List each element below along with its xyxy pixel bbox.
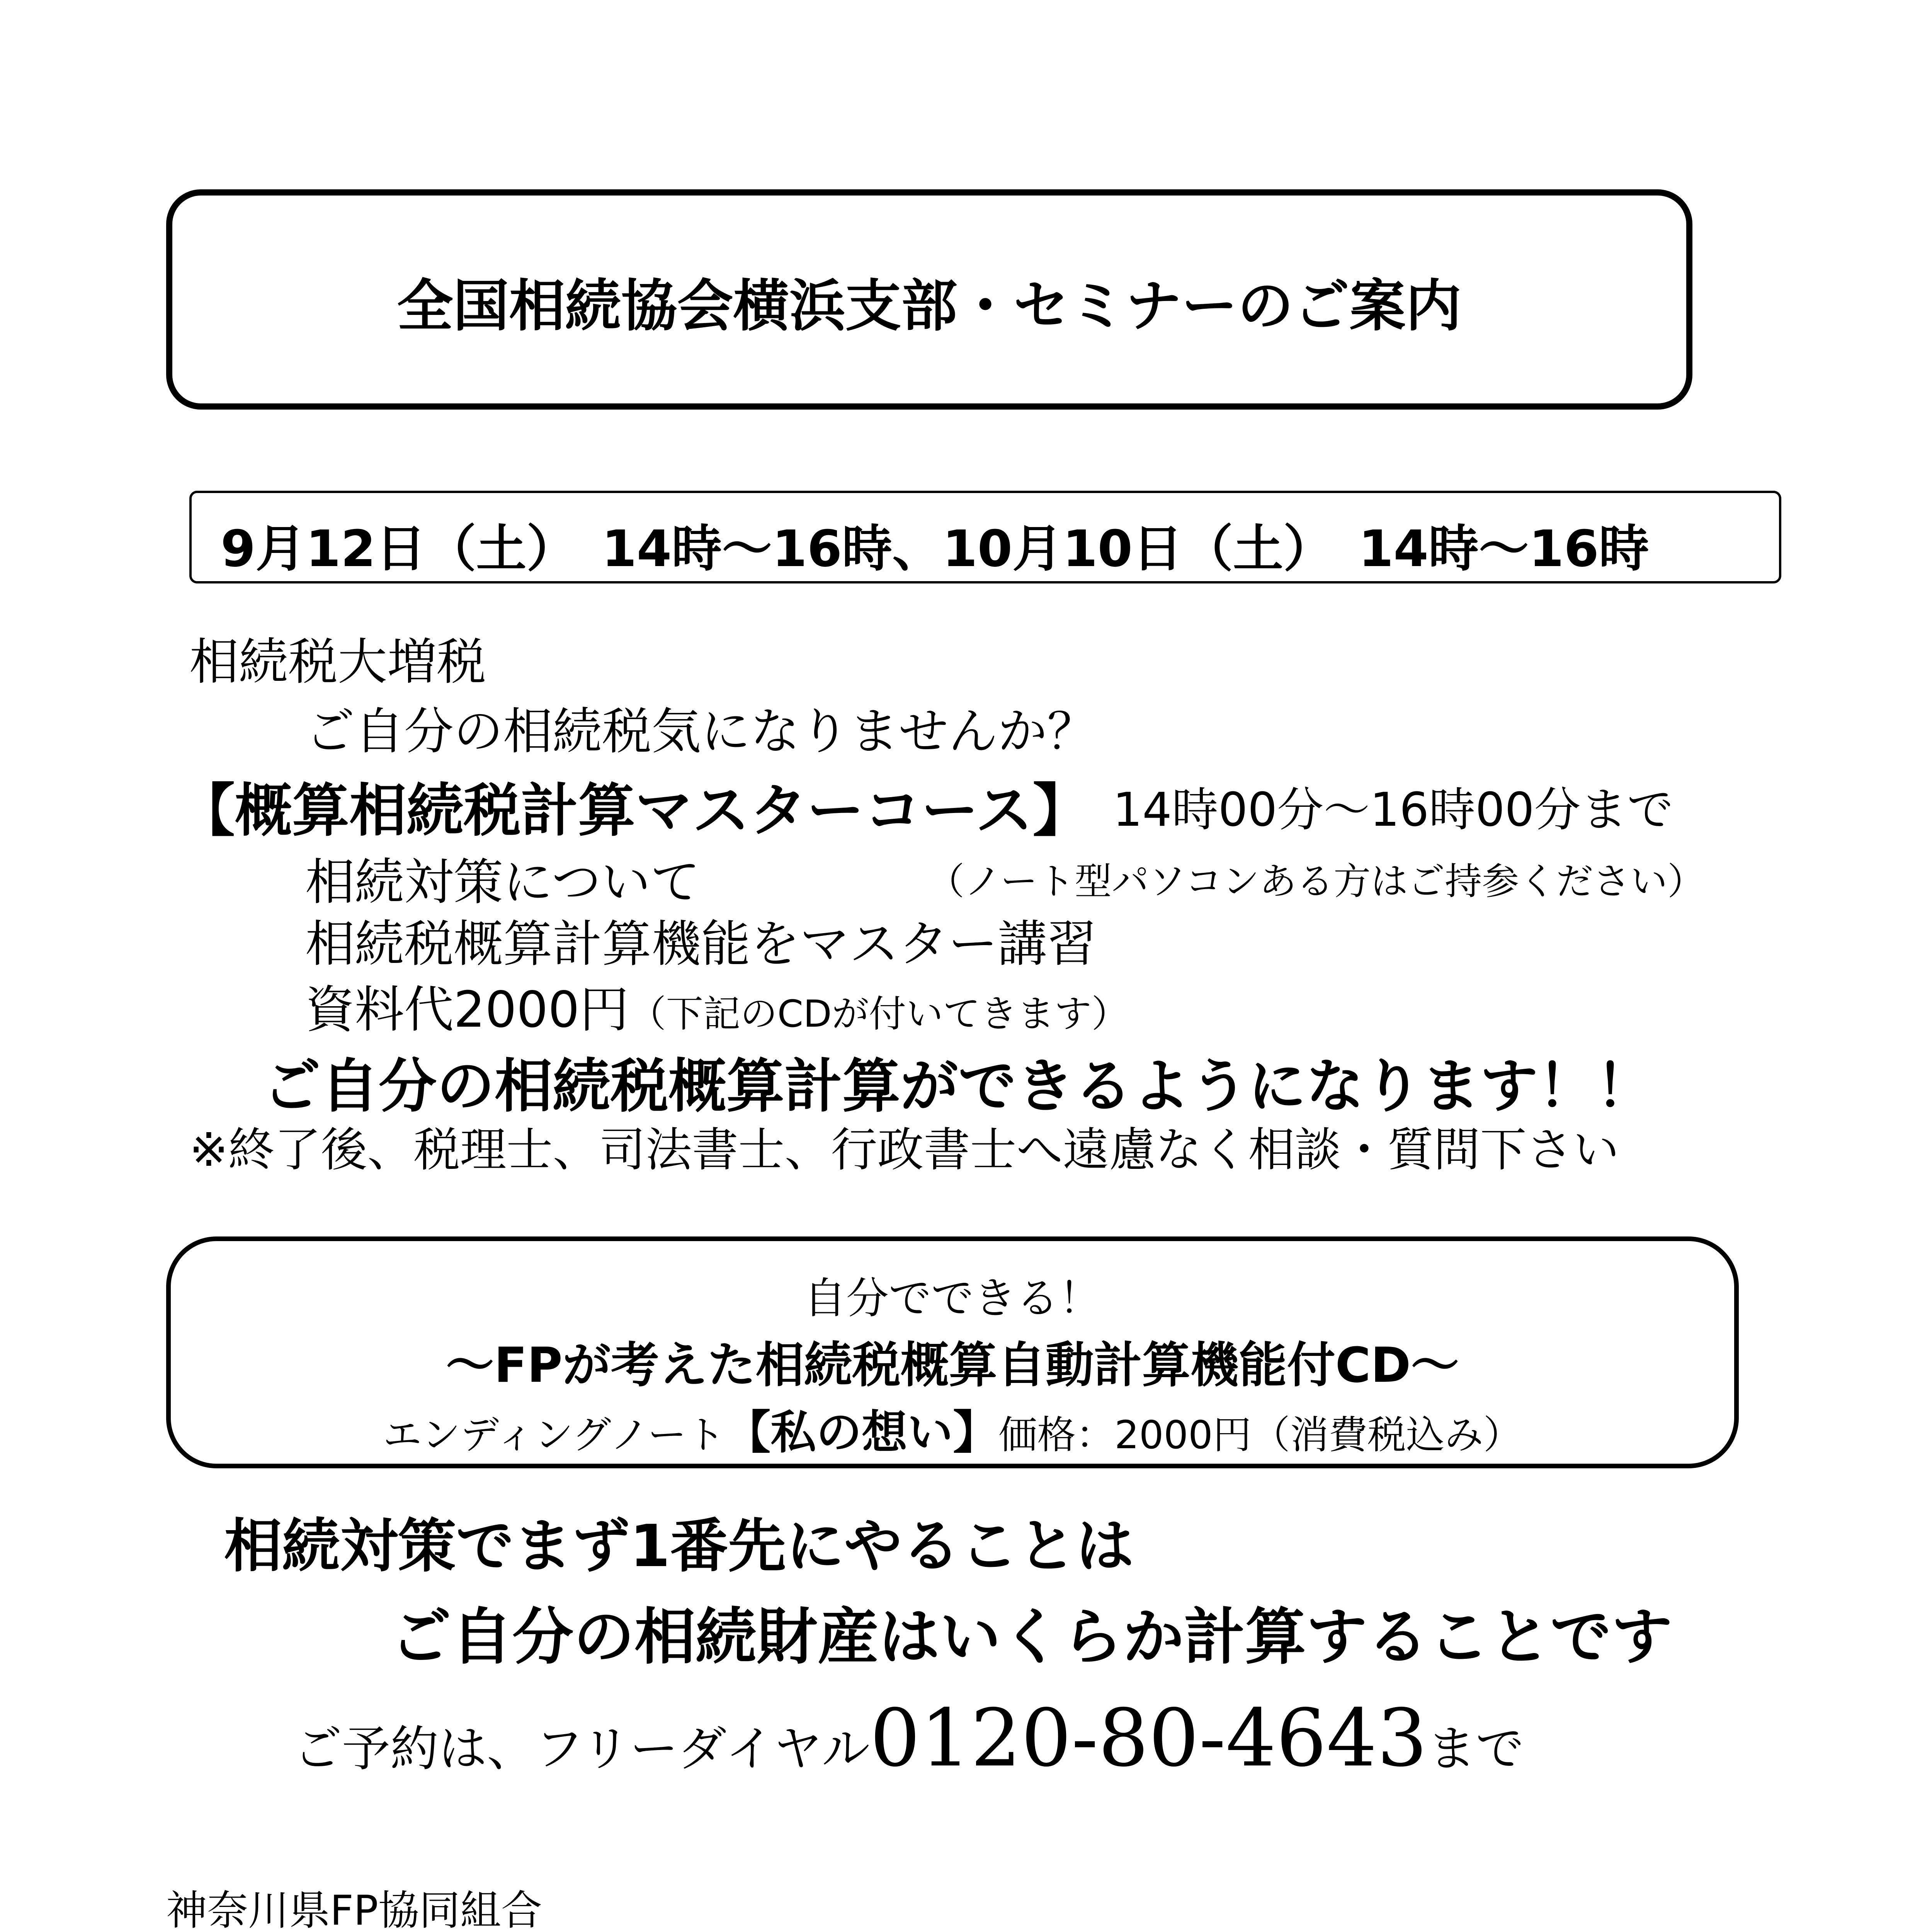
- course-item1: 相続対策について: [305, 854, 700, 911]
- cd-line2: ～FPが考えた相続税概算自動計算機能付CD～: [446, 1337, 1459, 1393]
- cd-line3: エンディングノート【私の想い】価格：2000円（消費税込み）: [383, 1406, 1522, 1459]
- course-time: 14時00分～16時00分まで: [1113, 783, 1673, 837]
- intro-line1: 相続税大増税: [189, 633, 486, 691]
- reservation-number: 0120-80-4643: [870, 1692, 1428, 1784]
- cd-box: [166, 1236, 1739, 1468]
- venue-line1: 神奈川県FP協同組合: [166, 1887, 542, 1932]
- course-note: ※終了後、税理士、司法書士、行政書士へ遠慮なく相談・質問下さい: [189, 1123, 1619, 1177]
- message-line1: 相続対策でまず1番先にやることは: [224, 1513, 1134, 1580]
- course-item1-note: （ノート型パソコンある方はご持参ください）: [927, 860, 1705, 903]
- intro-line2: ご自分の相続税気になりませんか？: [305, 703, 1097, 760]
- schedule-text: 9月12日（土） 14時～16時、10月10日（土） 14時～16時: [221, 519, 1649, 578]
- page-title: 全国相続協会横浜支部・セミナーのご案内: [397, 274, 1462, 339]
- message-line2: ご自分の相続財産はいくらか計算することです: [390, 1602, 1672, 1673]
- schedule-box: [189, 491, 1781, 583]
- cd-line1: 自分でできる！: [804, 1274, 1101, 1323]
- title-box: [166, 189, 1692, 410]
- course-name: 【概算相続税計算マスターコース】: [178, 777, 1090, 844]
- course-item2: 相続税概算計算機能をマスター講習: [305, 915, 1097, 973]
- course-headline: ご自分の相続税概算計算ができるようになります！！: [263, 1053, 1654, 1120]
- course-item3: 資料代2000円（下記のCDが付いてきます）: [305, 981, 1129, 1039]
- reservation: ご予約は、フリーダイヤル0120-80-4643まで: [294, 1692, 1524, 1784]
